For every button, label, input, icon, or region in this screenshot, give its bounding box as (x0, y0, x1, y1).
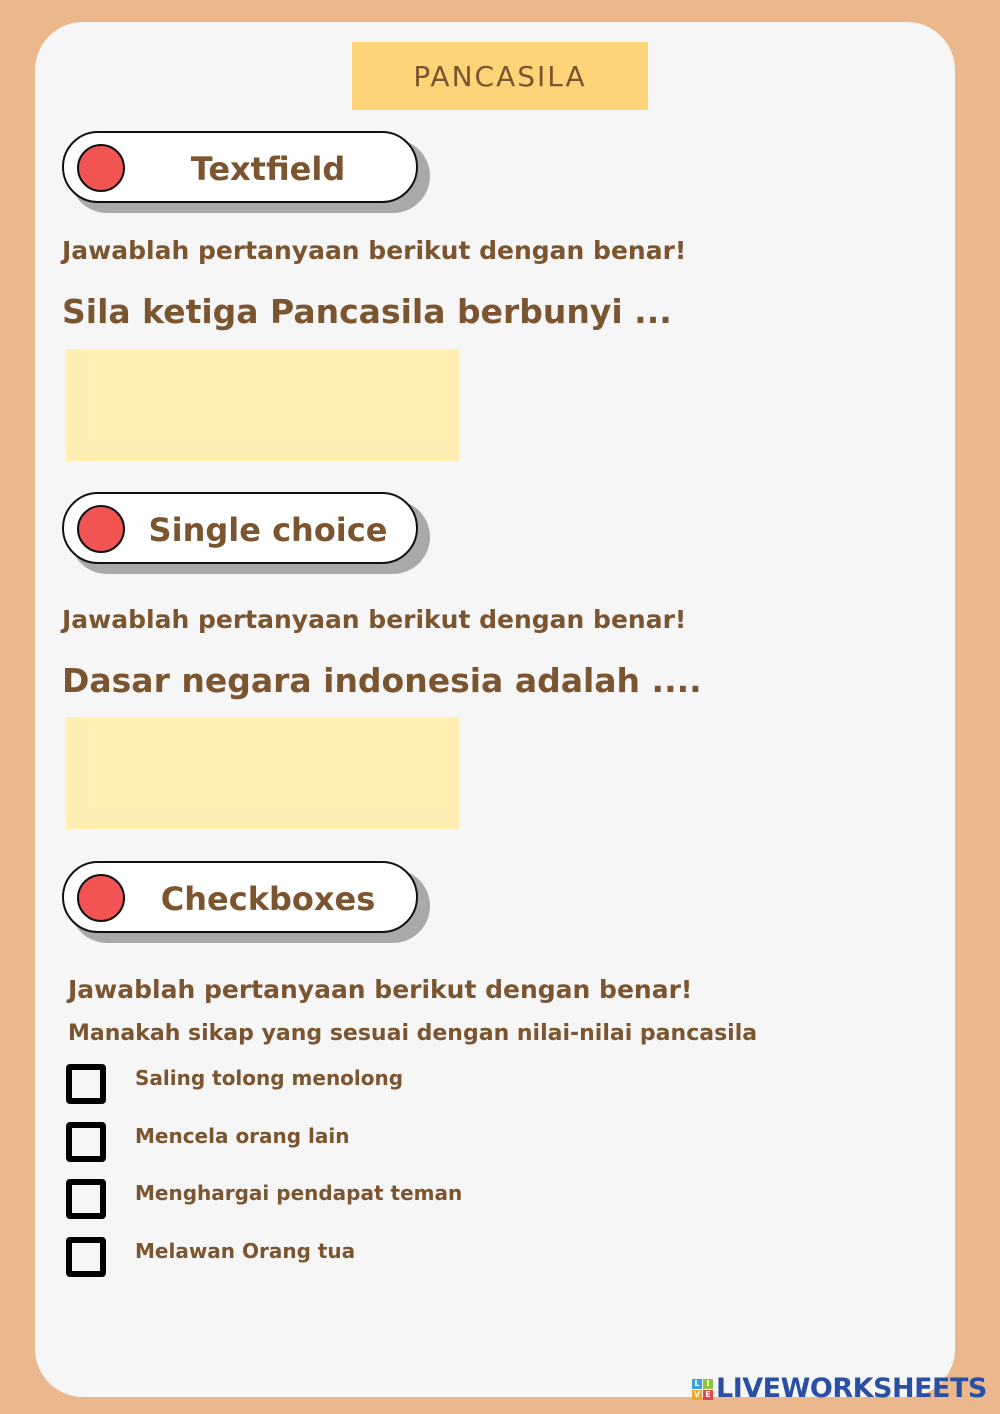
section-header-pill (62, 861, 418, 933)
liveworksheets-logo-icon (692, 1379, 713, 1400)
checkbox-list (66, 1062, 666, 1292)
section-header-label: Single choice (148, 511, 388, 549)
section-header-textfield (62, 131, 432, 213)
checkbox-label[interactable]: Saling tolong menolong (135, 1066, 404, 1090)
section-header-pill (62, 131, 418, 203)
checkbox-option[interactable] (66, 1177, 666, 1235)
instruction-text: Jawablah pertanyaan berikut dengan benar! (62, 236, 687, 265)
brand-name: LIVEWORKSHEETS (716, 1373, 987, 1404)
checkbox-option[interactable] (66, 1062, 666, 1120)
question-text: Dasar negara indonesia adalah .... (62, 661, 702, 700)
answer-dropdown[interactable] (66, 717, 459, 829)
instruction-text: Jawablah pertanyaan berikut dengan benar! (68, 975, 693, 1004)
checkbox-label[interactable]: Mencela orang lain (135, 1123, 350, 1148)
logo-mark-letter: V (693, 1389, 701, 1399)
section-header-single-choice (62, 492, 432, 574)
checkbox-option[interactable] (66, 1120, 666, 1178)
logo-mark-letter: L (692, 1379, 702, 1389)
checkbox-label[interactable]: Menghargai pendapat teman (135, 1181, 463, 1205)
logo-mark-letter: I (703, 1379, 713, 1389)
section-header-checkboxes (62, 861, 432, 943)
red-dot-icon (77, 874, 125, 922)
question-text: Sila ketiga Pancasila berbunyi ... (62, 292, 672, 331)
checkbox-icon[interactable] (66, 1122, 106, 1162)
worksheet-title: PANCASILA (352, 42, 648, 110)
section-header-label: Textfield (190, 150, 346, 188)
checkbox-icon[interactable] (66, 1237, 106, 1277)
answer-textfield[interactable] (66, 349, 459, 461)
checkbox-option[interactable] (66, 1235, 666, 1293)
checkbox-icon[interactable] (66, 1064, 106, 1104)
section-header-pill (62, 492, 418, 564)
logo-mark-letter: E (703, 1390, 713, 1400)
liveworksheets-logo[interactable] (692, 1374, 987, 1404)
red-dot-icon (77, 144, 125, 192)
checkbox-icon[interactable] (66, 1179, 106, 1219)
red-dot-icon (77, 505, 125, 553)
section-header-label: Checkboxes (160, 880, 376, 918)
question-text: Manakah sikap yang sesuai dengan nilai-nilai pancasila (68, 1021, 758, 1046)
instruction-text: Jawablah pertanyaan berikut dengan benar! (62, 605, 687, 634)
checkbox-label[interactable]: Melawan Orang tua (135, 1238, 356, 1263)
